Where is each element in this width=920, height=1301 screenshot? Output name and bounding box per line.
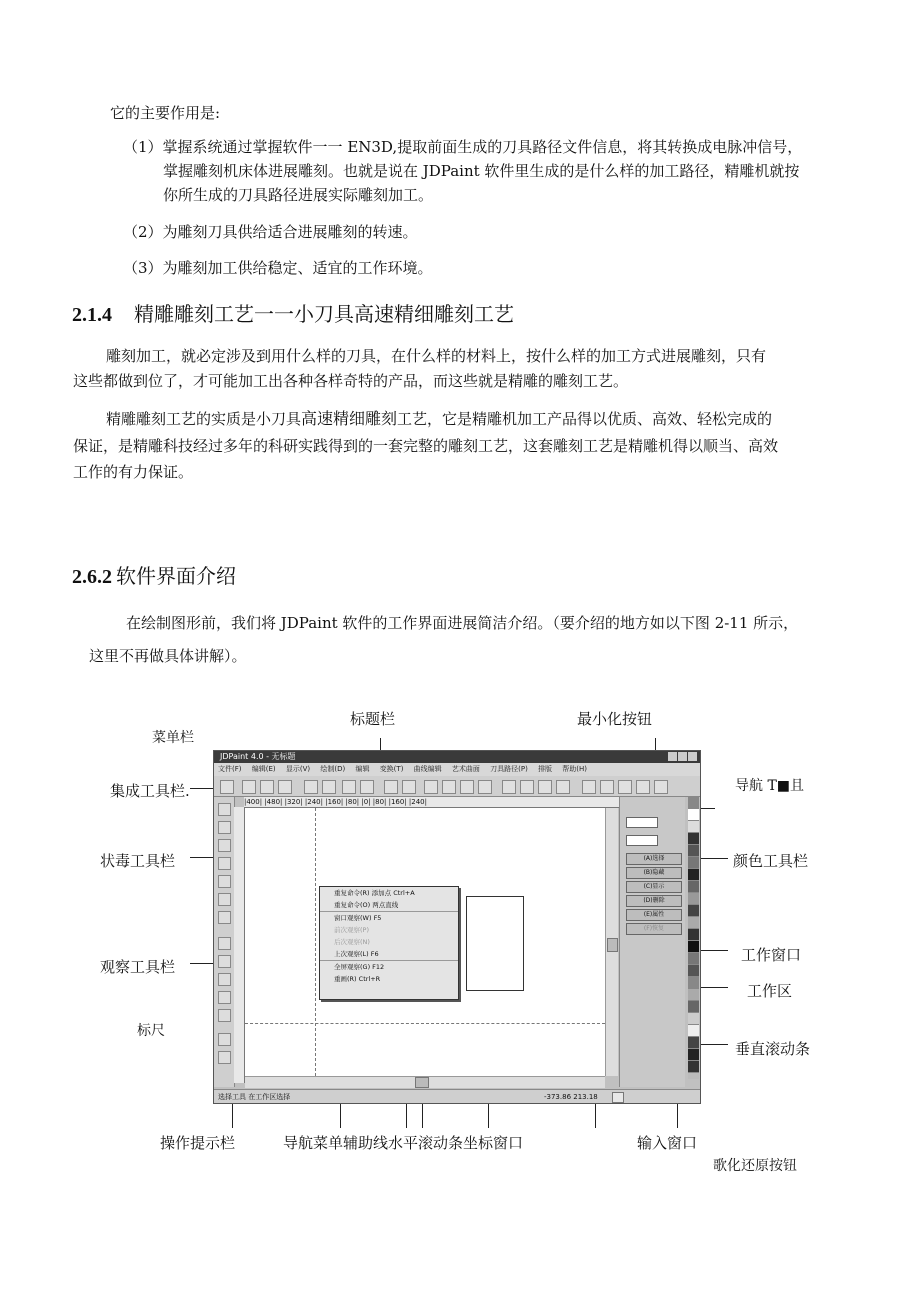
vertical-scrollbar[interactable] <box>605 808 618 1076</box>
operation-hint: 选择工具 在工作区选择 <box>218 1093 291 1101</box>
context-menu-item[interactable]: 重复命令(O) 两点直线 <box>334 901 399 909</box>
jdpaint-screenshot <box>213 750 701 1104</box>
label-restore-button: 歌化还原按钮 <box>713 1158 797 1174</box>
window-titlebar <box>214 751 700 763</box>
menu-item[interactable]: 艺术曲面 <box>451 765 480 773</box>
menu-item[interactable]: 帮助(H) <box>562 765 588 773</box>
restore-icon[interactable] <box>678 752 687 761</box>
label-op-hint-bar: 操作提示栏 <box>160 1134 236 1152</box>
color-toolbar <box>688 797 699 1079</box>
color-swatch[interactable] <box>688 989 699 1001</box>
grid-icon[interactable] <box>322 780 336 794</box>
menu-bar <box>214 763 700 776</box>
color-swatch[interactable] <box>688 1001 699 1013</box>
color-swatch[interactable] <box>688 869 699 881</box>
leader-line <box>380 738 381 750</box>
context-menu-item[interactable]: 窗口观察(W) F5 <box>320 911 458 924</box>
curve-tool-icon[interactable] <box>218 839 231 852</box>
color-swatch[interactable] <box>688 1037 699 1049</box>
color-swatch[interactable] <box>688 953 699 965</box>
tool-icon[interactable] <box>654 780 668 794</box>
save-icon[interactable] <box>278 780 292 794</box>
status-view-toolbar <box>214 797 235 1087</box>
nav-button[interactable]: (F)恢复 <box>626 923 682 935</box>
leader-line <box>655 738 656 750</box>
label-ruler: 标尺 <box>137 1023 165 1039</box>
menu-item[interactable]: 变换(T) <box>379 765 404 773</box>
tool-icon[interactable] <box>600 780 614 794</box>
new-file-icon[interactable] <box>242 780 256 794</box>
window-title: JDPaint 4.0 - 无标题 <box>220 752 296 761</box>
redo-icon[interactable] <box>402 780 416 794</box>
status-bar <box>214 1089 700 1104</box>
label-bottom-group: 导航菜单辅助线水平滚动条坐标窗口 <box>283 1134 524 1152</box>
leader-line <box>190 963 214 964</box>
emphasis-text: 高速精细雕刻 <box>301 409 398 428</box>
label-status-toolbar: 状毒工具栏 <box>100 852 176 870</box>
nav-button[interactable]: (D)删除 <box>626 895 682 907</box>
color-swatch[interactable] <box>688 1013 699 1025</box>
nav-button[interactable]: (A)选择 <box>626 853 682 865</box>
section-heading-2-6-2 <box>72 560 236 589</box>
label-minimize-button: 最小化按钮 <box>577 710 653 728</box>
color-swatch[interactable] <box>688 941 699 953</box>
view-icon[interactable] <box>218 1009 231 1022</box>
menu-item[interactable]: 编辑(E) <box>251 765 276 773</box>
hand-icon[interactable] <box>360 780 374 794</box>
close-icon[interactable] <box>688 752 697 761</box>
color-swatch[interactable] <box>688 965 699 977</box>
select-icon[interactable] <box>342 780 356 794</box>
shield-icon[interactable] <box>556 780 570 794</box>
minimize-icon[interactable] <box>668 752 677 761</box>
list-item-1-line1: （1）掌握系统通过掌握软件一一 EN3D,提取前面生成的刀具路径文件信息，将其转换成电脉冲信号， <box>123 138 803 156</box>
ellipse-tool-icon[interactable] <box>218 893 231 906</box>
tool-icon[interactable] <box>502 780 516 794</box>
paragraph-1-line1: 雕刻加工，就必定涉及到用什么样的刀具，在什么样的材料上，按什么样的加工方式进展雕刻，只有 <box>106 347 767 365</box>
context-menu-item[interactable]: 重画(R) Ctrl+R <box>334 975 381 983</box>
menu-item[interactable]: 显示(V) <box>285 765 311 773</box>
input-field[interactable] <box>626 835 658 846</box>
leader-line <box>232 1100 233 1128</box>
section-number: 2.1.4 <box>72 304 112 326</box>
zoom-out-icon[interactable] <box>218 973 231 986</box>
color-swatch[interactable] <box>688 917 699 929</box>
color-swatch[interactable] <box>688 1049 699 1061</box>
input-field[interactable] <box>626 817 658 828</box>
paragraph-1-line2: 这些都做到位了，才可能加工出各种各样奇特的产品，而这些就是精雕的雕刻工艺。 <box>73 372 629 390</box>
menu-item[interactable]: 刀具路径(P) <box>490 765 528 773</box>
navigation-panel <box>619 797 685 1087</box>
guide-line <box>245 1023 605 1024</box>
paragraph-2-line1: 精雕雕刻工艺的实质是小刀具高速精细雕刻工艺，它是精雕机加工产品得以优质、高效、轻松完成的 <box>106 409 773 428</box>
refresh-icon[interactable] <box>218 1033 231 1046</box>
scroll-thumb[interactable] <box>415 1077 429 1088</box>
section-heading-2-1-4 <box>72 298 514 327</box>
intro-text: 它的主要作用是: <box>110 104 221 122</box>
menu-item[interactable]: 排版 <box>538 765 553 773</box>
color-swatch[interactable] <box>688 929 699 941</box>
label-vertical-scrollbar: 垂直滚动条 <box>735 1040 811 1058</box>
context-menu-item[interactable]: 上次观察(L) F6 <box>334 950 379 958</box>
list-item-1-line2: 掌握雕刻机床体进展雕刻。也就是说在 JDPaint 软件里生成的是什么样的加工路径，精雕机就按 <box>163 162 800 180</box>
color-swatch[interactable] <box>688 893 699 905</box>
vertical-ruler <box>234 807 245 1083</box>
integrated-toolbar <box>214 776 700 797</box>
context-menu <box>319 886 459 1000</box>
copy-icon[interactable] <box>460 780 474 794</box>
list-item-3: （3）为雕刻加工供给稳定、适宜的工作环境。 <box>123 259 433 277</box>
leader-line <box>190 857 214 858</box>
context-menu-item[interactable]: 全屏观察(G) F12 <box>320 960 458 973</box>
undo-icon[interactable] <box>384 780 398 794</box>
menu-item[interactable]: 文件(F) <box>218 765 242 773</box>
view-icon[interactable] <box>218 1051 231 1064</box>
label-color-toolbar: 颜色工具栏 <box>733 852 809 870</box>
paragraph-3-line1: 在绘制图形前，我们将 JDPaint 软件的工作界面进展简洁介绍。（要介绍的地方如以下图 2-11 所示， <box>126 614 799 632</box>
label-input-window: 输入窗口 <box>637 1134 698 1152</box>
delete-icon[interactable] <box>424 780 438 794</box>
zoom-icon[interactable] <box>218 937 231 950</box>
tool-icon[interactable] <box>618 780 632 794</box>
label-integrated-toolbar: 集成工具栏. <box>110 782 190 800</box>
label-menu-bar: 菜单栏 <box>152 730 194 746</box>
list-item-1-line3: 你所生成的刀具路径进展实际雕刻加工。 <box>163 186 434 204</box>
horizontal-ruler: |400| |480| |320| |240| |160| |80| |0| |80| |160| |240| <box>244 797 624 808</box>
color-swatch[interactable] <box>688 845 699 857</box>
context-menu-item[interactable]: 前次观察(P) <box>334 926 369 934</box>
zoom-in-icon[interactable] <box>218 955 231 968</box>
tool-icon[interactable] <box>582 780 596 794</box>
guide-line <box>315 808 316 1076</box>
paragraph-2-line3: 工作的有力保证。 <box>73 463 194 481</box>
color-swatch[interactable] <box>688 1061 699 1073</box>
input-window[interactable] <box>612 1092 624 1103</box>
paste-icon[interactable] <box>478 780 492 794</box>
nav-button[interactable]: (B)隐藏 <box>626 867 682 879</box>
arrow-icon[interactable] <box>220 780 234 794</box>
scroll-thumb[interactable] <box>607 938 618 952</box>
pan-icon[interactable] <box>218 991 231 1004</box>
plus-icon[interactable] <box>304 780 318 794</box>
node-tool-icon[interactable] <box>218 821 231 834</box>
coordinate-window: -373.86 213.18 <box>544 1093 598 1101</box>
section-title: 软件界面介绍 <box>116 564 236 588</box>
color-swatch[interactable] <box>688 797 699 809</box>
tool-icon[interactable] <box>538 780 552 794</box>
nav-button[interactable]: (C)显示 <box>626 881 682 893</box>
label-title-bar: 标题栏 <box>350 710 396 728</box>
tool-icon[interactable] <box>636 780 650 794</box>
color-swatch[interactable] <box>688 905 699 917</box>
nav-button[interactable]: (E)属性 <box>626 909 682 921</box>
menu-item[interactable]: 编辑 <box>355 765 370 773</box>
drawn-rectangle[interactable] <box>466 896 524 991</box>
section-number: 2.6.2 <box>72 566 112 588</box>
section-title: 精雕雕刻工艺一一小刀具高速精细雕刻工艺 <box>134 302 514 326</box>
color-swatch[interactable] <box>688 809 699 821</box>
open-file-icon[interactable] <box>260 780 274 794</box>
label-view-toolbar: 观察工具栏 <box>100 958 176 976</box>
paragraph-3-line2: 这里不再做具体讲解）。 <box>89 647 247 665</box>
circle-tool-icon[interactable] <box>218 875 231 888</box>
tool-icon[interactable] <box>520 780 534 794</box>
context-menu-item[interactable]: 重复命令(R) 添加点 Ctrl+A <box>334 889 415 897</box>
color-swatch[interactable] <box>688 857 699 869</box>
menu-item[interactable]: 绘制(D) <box>320 765 346 773</box>
color-swatch[interactable] <box>688 821 699 833</box>
color-swatch[interactable] <box>688 881 699 893</box>
paragraph-2-line2: 保证，是精雕科技经过多年的科研实践得到的一套完整的雕刻工艺，这套雕刻工艺是精雕机得以顺当、高效 <box>73 437 779 455</box>
rect-tool-icon[interactable] <box>218 857 231 870</box>
select-tool-icon[interactable] <box>218 803 231 816</box>
color-swatch[interactable] <box>688 977 699 989</box>
color-swatch[interactable] <box>688 833 699 845</box>
cut-icon[interactable] <box>442 780 456 794</box>
leader-line <box>190 788 214 789</box>
label-navigation: 导航 T■且 <box>735 778 805 794</box>
label-work-area: 工作区 <box>747 982 793 1000</box>
menu-item[interactable]: 曲线编辑 <box>413 765 442 773</box>
spiral-tool-icon[interactable] <box>218 911 231 924</box>
horizontal-scrollbar[interactable] <box>245 1076 605 1088</box>
label-work-window: 工作窗口 <box>741 946 802 964</box>
color-swatch[interactable] <box>688 1025 699 1037</box>
list-item-2: （2）为雕刻刀具供给适合进展雕刻的转速。 <box>123 223 418 241</box>
context-menu-item[interactable]: 后次观察(N) <box>334 938 370 946</box>
